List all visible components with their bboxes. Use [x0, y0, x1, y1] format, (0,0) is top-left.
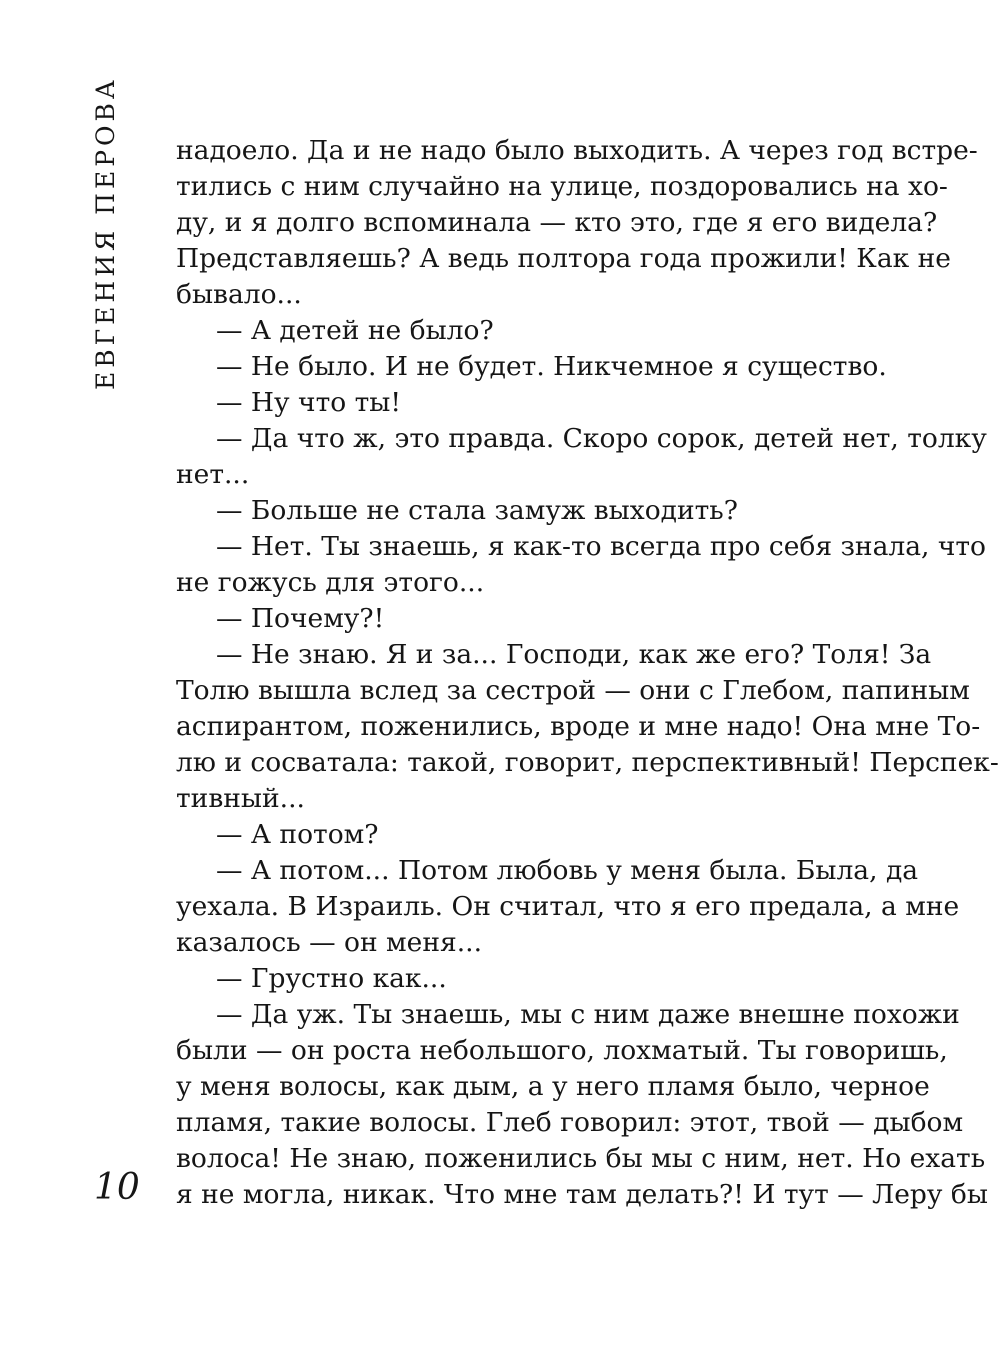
dialogue-line: — Грустно как...	[216, 963, 447, 994]
text-line: пламя, такие волосы. Глеб говорил: этот, твой — дыбом	[176, 1107, 964, 1138]
dialogue-line: — Почему?!	[216, 603, 385, 634]
text-line: нет...	[176, 459, 250, 490]
text-line: тились с ним случайно на улице, поздоровались на хо-	[176, 171, 948, 202]
text-line: у меня волосы, как дым, а у него пламя было, черное	[176, 1071, 930, 1102]
dialogue-line: — Не знаю. Я и за... Господи, как же его? Толя! За	[216, 639, 932, 670]
text-line: ду, и я долго вспоминала — кто это, где я его видела?	[176, 207, 938, 238]
text-line: уехала. В Израиль. Он считал, что я его предала, а мне	[176, 891, 960, 922]
dialogue-line: — Не было. И не будет. Никчемное я существо.	[216, 351, 887, 382]
text-line: Толю вышла вслед за сестрой — они с Глебом, папиным	[176, 675, 970, 706]
dialogue-line: — А потом?	[216, 819, 379, 850]
text-line: лю и сосватала: такой, говорит, перспективный! Перспек-	[176, 747, 999, 778]
text-line: я не могла, никак. Что мне там делать?! И тут — Леру бы	[176, 1179, 988, 1210]
text-line: надоело. Да и не надо было выходить. А через год встре-	[176, 135, 978, 166]
text-line: бывало...	[176, 279, 302, 310]
dialogue-line: — Да уж. Ты знаешь, мы с ним даже внешне похожи	[216, 999, 960, 1030]
dialogue-line: — Больше не стала замуж выходить?	[216, 495, 738, 526]
dialogue-line: — Нет. Ты знаешь, я как-то всегда про себя знала, что	[216, 531, 987, 562]
text-line: были — он роста небольшого, лохматый. Ты говоришь,	[176, 1035, 948, 1066]
body-text	[176, 133, 999, 1213]
text-line: аспирантом, поженились, вроде и мне надо! Она мне То-	[176, 711, 981, 742]
dialogue-line: — Да что ж, это правда. Скоро сорок, детей нет, толку	[216, 423, 987, 454]
text-line: казалось — он меня...	[176, 927, 483, 958]
text-line: волоса! Не знаю, поженились бы мы с ним, нет. Но ехать	[176, 1143, 986, 1174]
dialogue-line: — А детей не было?	[216, 315, 494, 346]
running-head-author: ЕВГЕНИЯ ПЕРОВА	[91, 76, 120, 390]
text-line: Представляешь? А ведь полтора года прожили! Как не	[176, 243, 951, 274]
dialogue-line: — А потом... Потом любовь у меня была. Была, да	[216, 855, 919, 886]
text-line: не гожусь для этого...	[176, 567, 485, 598]
dialogue-line: — Ну что ты!	[216, 387, 402, 418]
page-number: 10	[94, 1167, 140, 1208]
text-line: тивный...	[176, 783, 305, 814]
